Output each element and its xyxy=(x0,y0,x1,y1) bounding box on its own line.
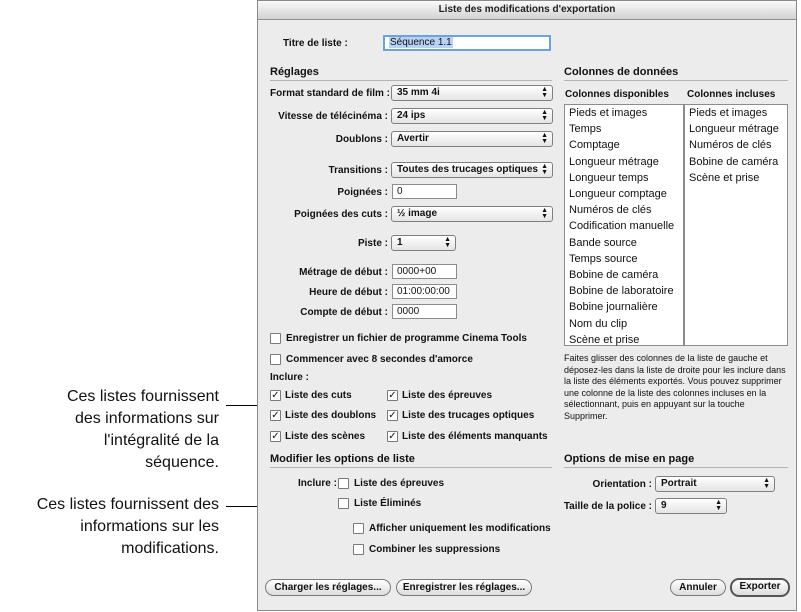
cut-handles-label: Poignées des cuts : xyxy=(294,209,388,220)
export-button[interactable]: Exporter xyxy=(730,578,790,597)
dupes-label[interactable]: Liste des doublons xyxy=(285,410,377,421)
duplicates-popup[interactable]: Avertir ▲ ▼ xyxy=(391,131,553,147)
start-footage-label: Métrage de début : xyxy=(299,267,388,278)
show-only-changes-checkbox[interactable] xyxy=(353,523,364,534)
checkmark-icon: ✓ xyxy=(271,410,280,421)
save-settings-button[interactable]: Enregistrer les réglages... xyxy=(396,579,532,596)
combine-deletions-checkbox[interactable] xyxy=(353,544,364,555)
list-item[interactable]: Nom du clip xyxy=(569,317,628,330)
list-item[interactable]: Codification manuelle xyxy=(569,220,675,233)
list-title-label: Titre de liste : xyxy=(283,38,348,49)
list-item[interactable]: Scène et prise xyxy=(569,333,640,346)
film-format-popup[interactable]: 35 mm 4i ▲ ▼ xyxy=(391,85,553,101)
eliminated-checkbox[interactable] xyxy=(338,498,349,509)
film-format-label: Format standard de film : xyxy=(270,88,391,99)
checkmark-icon: ✓ xyxy=(388,431,397,442)
popup-arrows-icon: ▲ ▼ xyxy=(444,236,451,249)
optical-label[interactable]: Liste des trucages optiques xyxy=(402,410,535,421)
settings-header: Réglages xyxy=(270,66,319,78)
dupes-checkbox[interactable] xyxy=(270,410,281,421)
scenes-checkbox[interactable] xyxy=(270,431,281,442)
list-item[interactable]: Longueur comptage xyxy=(569,188,667,201)
font-size-popup[interactable]: 9 ▲ ▼ xyxy=(655,498,727,514)
list-title-input[interactable]: Séquence 1.1 xyxy=(383,35,551,51)
show-only-changes-label[interactable]: Afficher uniquement les modifications xyxy=(369,523,551,534)
available-columns-list[interactable] xyxy=(564,104,684,346)
list-item[interactable]: Temps xyxy=(569,123,602,136)
included-columns-list[interactable] xyxy=(684,104,788,346)
data-columns-header: Colonnes de données xyxy=(564,66,679,78)
telecine-speed-label: Vitesse de télécinéma : xyxy=(278,111,388,122)
popup-arrows-icon: ▲ ▼ xyxy=(763,477,770,490)
track-label: Piste : xyxy=(357,238,388,249)
window-title: Liste des modifications d'exportation xyxy=(258,1,796,20)
start-count-input[interactable]: 0000 xyxy=(392,304,457,319)
data-columns-help-text: Faites glisser des colonnes de la liste de gauche et déposez-les dans la liste de droite pour les inclure dans la liste des éléments exportés. Vous pouvez supprimer une colonne de la liste des colonnes incluses en la sélectionnant, puis en appuyant sur la touche Supprimer. xyxy=(564,353,786,421)
checkmark-icon: ✓ xyxy=(388,390,397,401)
change-include-label: Inclure : xyxy=(298,478,337,489)
list-item[interactable]: Longueur métrage xyxy=(689,123,779,136)
available-columns-header: Colonnes disponibles xyxy=(565,89,669,100)
change-proofs-checkbox[interactable] xyxy=(338,478,349,489)
export-change-list-dialog xyxy=(257,0,797,611)
popup-arrows-icon: ▲ ▼ xyxy=(541,86,548,99)
popup-arrows-icon: ▲ ▼ xyxy=(541,207,548,220)
callout-top: Ces listes fournissent des informations sur l'intégralité de la séquence. xyxy=(66,388,219,471)
popup-arrows-icon: ▲ ▼ xyxy=(715,499,722,512)
orientation-popup[interactable]: Portrait ▲ ▼ xyxy=(655,476,775,492)
popup-arrows-icon: ▲ ▼ xyxy=(541,163,548,176)
cut-handles-popup[interactable]: ½ image ▲ ▼ xyxy=(391,206,553,222)
list-item[interactable]: Longueur métrage xyxy=(569,155,659,168)
list-item[interactable]: Pieds et images xyxy=(689,107,768,119)
transitions-label: Transitions : xyxy=(328,165,388,176)
cuts-checkbox[interactable] xyxy=(270,390,281,401)
orientation-label: Orientation : xyxy=(592,479,652,490)
list-item[interactable]: Bobine de laboratoire xyxy=(569,285,674,298)
duplicates-label: Doublons : xyxy=(335,134,388,145)
list-item[interactable]: Pieds et images xyxy=(569,107,648,119)
list-item[interactable]: Bobine journalière xyxy=(569,301,658,314)
list-item[interactable]: Bobine de caméra xyxy=(689,155,779,168)
popup-arrows-icon: ▲ ▼ xyxy=(541,132,548,145)
proofs-label[interactable]: Liste des épreuves xyxy=(402,390,493,401)
load-settings-button[interactable]: Charger les réglages... xyxy=(265,579,391,596)
save-program-label[interactable]: Enregistrer un fichier de programme Cinema Tools xyxy=(286,333,527,344)
checkmark-icon: ✓ xyxy=(271,390,280,401)
cancel-button[interactable]: Annuler xyxy=(670,579,726,596)
checkmark-icon: ✓ xyxy=(271,431,280,442)
handles-label: Poignées : xyxy=(337,187,388,198)
start-footage-input[interactable]: 0000+00 xyxy=(392,264,457,279)
list-item[interactable]: Longueur temps xyxy=(569,171,649,184)
change-list-header: Modifier les options de liste xyxy=(270,453,415,465)
list-item[interactable]: Bande source xyxy=(569,236,637,249)
save-program-checkbox[interactable] xyxy=(270,333,281,344)
list-item[interactable]: Bobine de caméra xyxy=(569,269,659,282)
start-time-input[interactable]: 01:00:00:00 xyxy=(392,284,457,299)
checkmark-icon: ✓ xyxy=(388,410,397,421)
cuts-label[interactable]: Liste des cuts xyxy=(285,390,352,401)
change-proofs-label[interactable]: Liste des épreuves xyxy=(354,478,445,489)
start-time-label: Heure de début : xyxy=(309,287,388,298)
optical-checkbox[interactable] xyxy=(387,410,398,421)
included-columns-header: Colonnes incluses xyxy=(687,89,776,100)
include-label: Inclure : xyxy=(270,372,309,383)
handles-input[interactable]: 0 xyxy=(392,184,457,199)
track-popup[interactable]: 1 ▲ ▼ xyxy=(391,235,456,251)
list-item[interactable]: Comptage xyxy=(569,139,620,152)
missing-checkbox[interactable] xyxy=(387,431,398,442)
list-item[interactable]: Temps source xyxy=(569,252,638,265)
list-item[interactable]: Numéros de clés xyxy=(689,139,772,152)
eliminated-label[interactable]: Liste Éliminés xyxy=(354,498,422,509)
popup-arrows-icon: ▲ ▼ xyxy=(541,109,548,122)
font-size-label: Taille de la police : xyxy=(563,501,652,512)
callout-bottom: Ces listes fournissent des informations sur les modifications. xyxy=(36,496,219,557)
list-item[interactable]: Scène et prise xyxy=(689,171,760,184)
start-leader-label[interactable]: Commencer avec 8 secondes d'amorce xyxy=(286,354,473,365)
missing-label[interactable]: Liste des éléments manquants xyxy=(402,431,548,442)
scenes-label[interactable]: Liste des scènes xyxy=(285,431,366,442)
combine-deletions-label[interactable]: Combiner les suppressions xyxy=(369,544,501,555)
list-item[interactable]: Numéros de clés xyxy=(569,204,652,217)
page-layout-header: Options de mise en page xyxy=(564,453,695,465)
start-leader-checkbox[interactable] xyxy=(270,354,281,365)
start-count-label: Compte de début : xyxy=(300,307,388,318)
telecine-speed-popup[interactable]: 24 ips ▲ ▼ xyxy=(391,108,553,124)
transitions-popup[interactable]: Toutes des trucages optiques ▲ ▼ xyxy=(391,162,553,178)
proofs-checkbox[interactable] xyxy=(387,390,398,401)
